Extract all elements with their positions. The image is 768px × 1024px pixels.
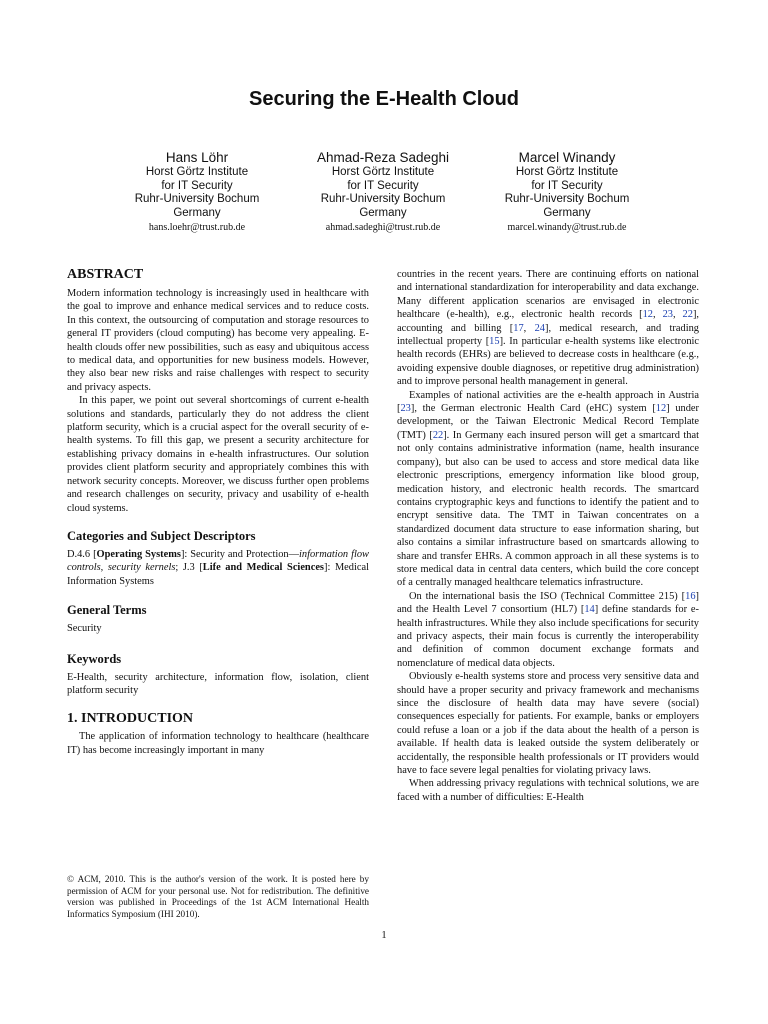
- author-email: ahmad.sadeghi@trust.rub.de: [325, 222, 441, 234]
- left-column: [67, 266, 369, 757]
- citation-link[interactable]: 12: [642, 309, 653, 321]
- category-bold: Operating Systems: [96, 548, 181, 560]
- copyright-footnote: © ACM, 2010. This is the author's version of the work. It is posted here by permission of ACM for your personal use. Not for redistribution. The definitive version was published in Proceedings of the 1st ACM International Health Informatics Symposium (IHI 2010).: [67, 874, 369, 919]
- citation-link[interactable]: 24: [534, 322, 545, 334]
- body-paragraph: Examples of national activities are the e-health approach in Austria [23], the German electronic Health Card (eHC) system [12] under development, or the Taiwan Electronic Medical Record Template (TMT) [22]. In Germany each insured person will get a smartcard that not only contains administrative information (name, health insurance company), but also can be used to access and store medical data like electronic prescriptions, emergency information like blood group, medication history, and electronic health records. The smartcard contains cryptographic keys and functions to identify the patient and to encrypt sensitive data. The TMT in Taiwan concentrates on a standardized document data structure to ease information sharing, but also contains a similar infrastructure based on smartcards allowing to share and transfer EHRs. A common approach in all these systems is to store medical data in central data centers, which build the core concept of a centrally managed healthcare telematics infrastructure.: [397, 389, 699, 589]
- body-paragraph: On the international basis the ISO (Technical Committee 215) [16] and the Health Level 7 consortium (HL7) [14] define standards for e-health infrastructures. While they also include specifications for security and privacy aspects, their main focus is currently the interoperability and definition of common document exchange formats and nomenclature of medical data objects.: [397, 590, 699, 669]
- author-affiliation: Ruhr-University Bochum: [504, 193, 630, 206]
- body-paragraph: Obviously e-health systems store and process very sensitive data and should have a proper security and privacy framework and mechanisms since the disclosure of health data may have severe (social) consequences especially for patients. For example, banks or employers could refuse a loan or a job if the data about the health of a person is available. If health data is leaked outside the system deliberately or accidentally, the responsible health professionals or IT providers would have to face severe legal penalties for violating privacy laws.: [397, 671, 699, 777]
- author-email: hans.loehr@trust.rub.de: [148, 222, 246, 234]
- body-paragraph: countries in the recent years. There are continuing efforts on national and international standardization for interoperability and data exchange. Many different application scenarios are envisaged in electronic healthcare (e-health), e.g., electronic health records [12, 23, 22], accounting and billing [17, 24], medical research, and trading intellectual property [15]. In particular e-health systems like electronic health records (EHRs) are believed to decrease costs in healthcare (e.g., avoiding expensive double diagnoses, or repetitive drug administration) and to improve personal health management in general.: [397, 269, 700, 388]
- abstract-heading: ABSTRACT: [67, 267, 144, 282]
- author-name: Ahmad-Reza Sadeghi: [316, 150, 450, 165]
- general-terms-text: Security: [67, 623, 102, 635]
- general-terms-heading: General Terms: [67, 603, 147, 618]
- author-block-1: [97, 150, 297, 235]
- author-affiliation: for IT Security: [347, 179, 419, 192]
- author-name: Hans Löhr: [165, 150, 229, 165]
- author-email: marcel.winandy@trust.rub.de: [507, 222, 627, 234]
- author-name: Marcel Winandy: [518, 150, 616, 165]
- citation-link[interactable]: 16: [685, 590, 696, 602]
- author-country: Germany: [543, 206, 591, 219]
- keywords-heading: Keywords: [67, 651, 122, 666]
- author-affiliation: Horst Görtz Institute: [145, 166, 249, 178]
- categories-heading: Categories and Subject Descriptors: [67, 528, 256, 543]
- author-country: Germany: [173, 206, 221, 219]
- citation-link[interactable]: 23: [662, 309, 673, 321]
- category-italic: information flow controls, security kernels: [67, 548, 369, 574]
- citation-link[interactable]: 12: [655, 403, 667, 415]
- author-block-3: [467, 150, 667, 235]
- citation-link[interactable]: 22: [682, 309, 693, 321]
- category-bold: Life and Medical Sciences: [202, 562, 324, 574]
- citation-link[interactable]: 17: [513, 322, 524, 334]
- category-code: D.4.6 [: [67, 548, 97, 560]
- author-affiliation: Horst Görtz Institute: [515, 166, 619, 178]
- citation-link[interactable]: 23: [400, 403, 411, 415]
- author-country: Germany: [359, 206, 407, 219]
- author-affiliation: for IT Security: [161, 179, 233, 192]
- category-code: ; J.3 [: [175, 562, 203, 574]
- citation-link[interactable]: 14: [584, 604, 595, 616]
- category-text: ]: Security and Protection—: [180, 548, 300, 560]
- author-affiliation: Ruhr-University Bochum: [134, 193, 260, 206]
- introduction-heading: 1. INTRODUCTION: [67, 711, 194, 727]
- author-affiliation: Horst Görtz Institute: [331, 166, 435, 178]
- keywords-text: E-Health, security architecture, information flow, isolation, client platform security: [67, 671, 369, 696]
- page-number: 1: [381, 930, 387, 941]
- paper-title: Securing the E-Health Cloud: [248, 88, 520, 110]
- author-block-2: [283, 150, 483, 235]
- citation-link[interactable]: 22: [432, 429, 444, 441]
- category-text: ]: Medical Information Systems: [67, 562, 369, 587]
- right-column: [397, 268, 699, 804]
- introduction-paragraph: The application of information technology to healthcare (healthcare IT) has become increasingly important in many: [67, 731, 369, 756]
- author-affiliation: for IT Security: [531, 179, 603, 192]
- author-affiliation: Ruhr-University Bochum: [320, 193, 446, 206]
- citation-link[interactable]: 15: [489, 336, 500, 348]
- categories-text: [67, 548, 369, 588]
- body-paragraph: When addressing privacy regulations with technical solutions, we are faced with a number of difficulties: E-Health: [397, 778, 699, 803]
- abstract-paragraph: Modern information technology is increasingly used in healthcare with the goal to improve and enhance medical services and to reduce costs. In this context, the outsourcing of computation and storage resources to general IT providers (cloud computing) has become very appealing. E-health clouds offer new possibilities, such as easy and ubiquitous access to medical data, and opportunities for new business models. However, they also bear new risks and raise challenges with respect to security and privacy aspects.: [67, 288, 369, 393]
- abstract-paragraph: In this paper, we point out several shortcomings of current e-health solutions and standards, particularly they do not address the client platform security, which is a crucial aspect for the overall security of e-health systems. To fill this gap, we present a security architecture for establishing privacy domains in e-health infrastructures. Our solution provides client platform security and appropriately combines this with network security concepts. Moreover, we discuss further open problems and research challenges on security, privacy and usability of e-health cloud systems.: [67, 395, 369, 514]
